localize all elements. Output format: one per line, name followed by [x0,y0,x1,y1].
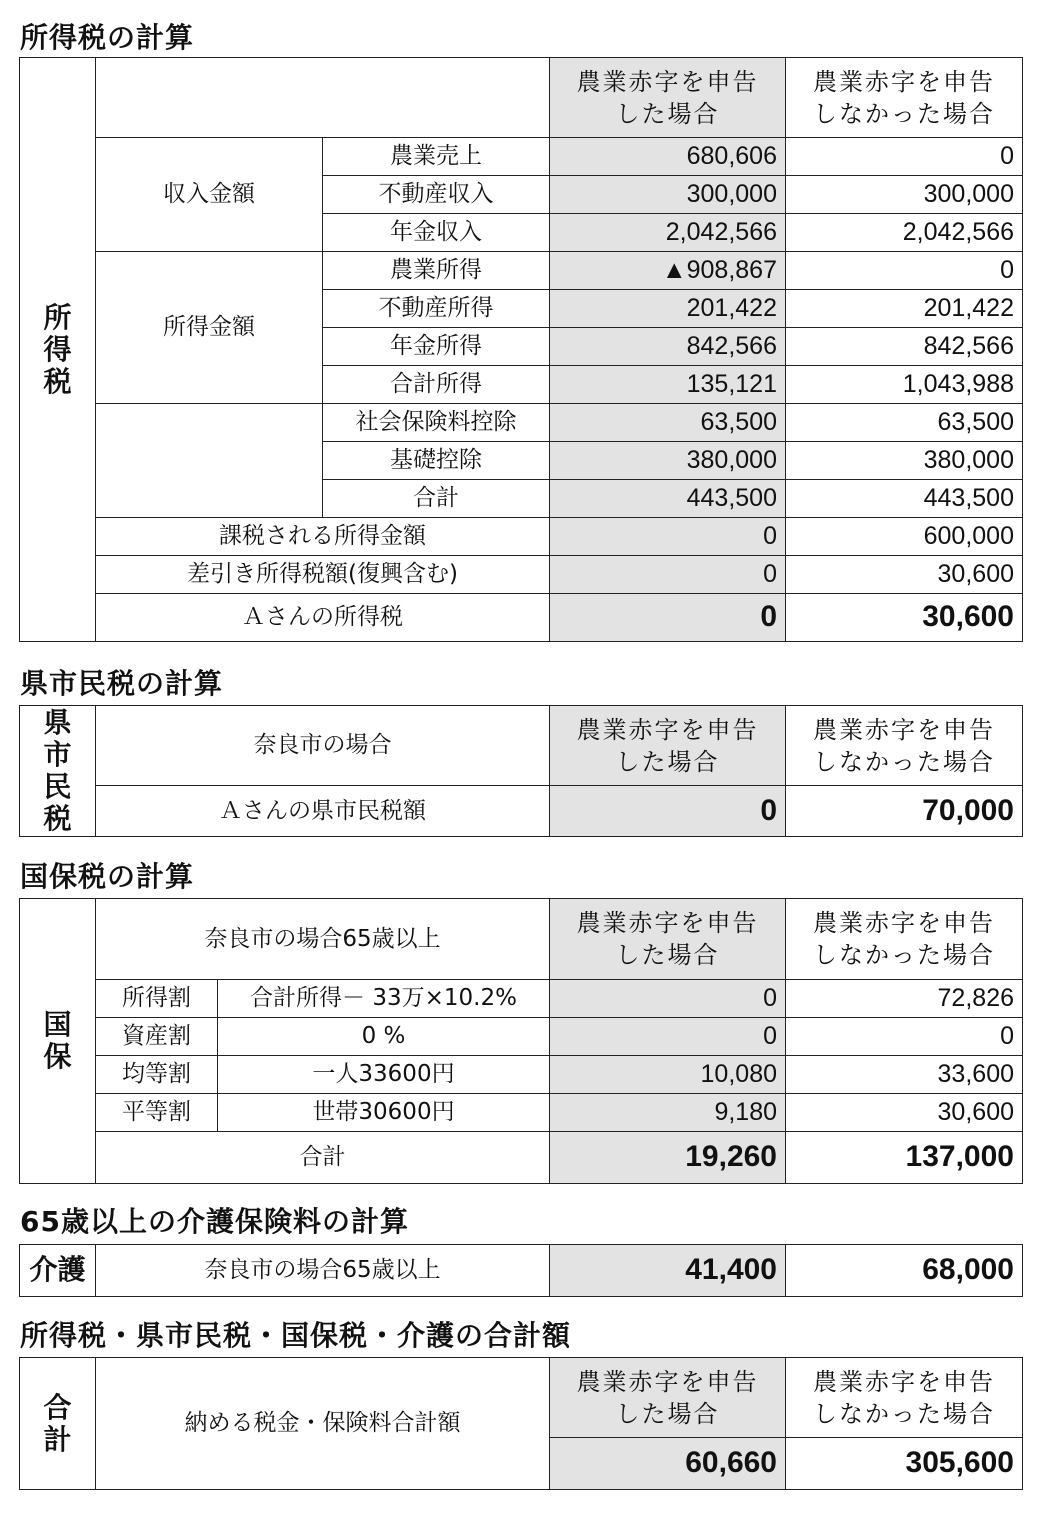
row-label: 所得割 [96,980,218,1018]
side-label-health-insurance: 国保 [20,899,96,1184]
value-not-declared: 30,600 [786,556,1023,594]
value-not-declared: 30,600 [786,1094,1023,1132]
value-declared: 9,180 [550,1094,786,1132]
value-declared: 0 [550,980,786,1018]
header-label: 奈良市の場合65歳以上 [96,899,550,980]
value-declared: 63,500 [550,404,786,442]
value-declared: 300,000 [550,176,786,214]
value-declared: 41,400 [550,1245,786,1297]
value-not-declared: 380,000 [786,442,1023,480]
value-not-declared: 68,000 [786,1245,1023,1297]
value-not-declared: 0 [786,138,1023,176]
grand-total-table [19,1357,1023,1490]
value-not-declared: 842,566 [786,328,1023,366]
value-declared: 135,121 [550,366,786,404]
col-header-declared: 農業赤字を申告 した場合 [550,706,786,786]
value-declared: 201,422 [550,290,786,328]
value-declared: 2,042,566 [550,214,786,252]
value-not-declared: 2,042,566 [786,214,1023,252]
row-label: 合計所得 [323,366,550,404]
col-header-not-declared: 農業赤字を申告 しなかった場合 [786,1358,1023,1438]
row-label-total: Ａさんの所得税 [96,594,550,642]
value-declared: 0 [550,556,786,594]
value-not-declared: 72,826 [786,980,1023,1018]
total-not-declared: 30,600 [786,594,1023,642]
row-label: 社会保険料控除 [323,404,550,442]
col-header-not-declared: 農業赤字を申告 しなかった場合 [786,706,1023,786]
col-header-not-declared: 農業赤字を申告 しなかった場合 [786,899,1023,980]
value-declared: 443,500 [550,480,786,518]
value-declared: 680,606 [550,138,786,176]
section-title-grand-total: 所得税・県市民税・国保税・介護の合計額 [20,1319,572,1352]
total-not-declared: 137,000 [786,1132,1023,1184]
col-header-declared: 農業赤字を申告 した場合 [550,899,786,980]
total-declared: 60,660 [550,1438,786,1490]
row-label: 農業所得 [323,252,550,290]
col-header-not-declared: 農業赤字を申告 しなかった場合 [786,58,1023,138]
income-tax-table [19,57,1023,642]
value-not-declared: 33,600 [786,1056,1023,1094]
value-not-declared: 63,500 [786,404,1023,442]
value-not-declared: 443,500 [786,480,1023,518]
row-label-net-tax: 差引き所得税額(復興含む) [96,556,550,594]
group-label-deduction-blank [96,404,323,518]
value-not-declared: 1,043,988 [786,366,1023,404]
total-declared: 0 [550,786,786,837]
value-declared: 10,080 [550,1056,786,1094]
row-label: 不動産収入 [323,176,550,214]
row-desc: 世帯30600円 [218,1094,550,1132]
row-label: 合計 [323,480,550,518]
value-not-declared: 0 [786,252,1023,290]
section-title-care-insurance: 65歳以上の介護保険料の計算 [20,1205,409,1238]
group-label-income: 収入金額 [96,138,323,252]
total-declared: 19,260 [550,1132,786,1184]
side-label-grand-total: 合計 [20,1358,96,1490]
group-label-shotoku: 所得金額 [96,252,323,404]
value-declared: ▲908,867 [550,252,786,290]
row-label: 年金収入 [323,214,550,252]
total-declared: 0 [550,594,786,642]
col-header-declared: 農業赤字を申告 した場合 [550,58,786,138]
value-not-declared: 300,000 [786,176,1023,214]
row-label: 奈良市の場合65歳以上 [96,1245,550,1297]
col-header-declared: 農業赤字を申告 した場合 [550,1358,786,1438]
row-label: 平等割 [96,1094,218,1132]
section-title-resident-tax: 県市民税の計算 [20,667,224,700]
section-title-health-insurance: 国保税の計算 [20,860,195,893]
resident-tax-table [19,705,1023,837]
row-label: 年金所得 [323,328,550,366]
health-insurance-table [19,898,1023,1184]
value-declared: 0 [550,1018,786,1056]
row-label: 納める税金・保険料合計額 [96,1358,550,1490]
total-not-declared: 70,000 [786,786,1023,837]
row-label-total: Ａさんの県市民税額 [96,786,550,837]
value-declared: 0 [550,518,786,556]
value-not-declared: 600,000 [786,518,1023,556]
header-label: 奈良市の場合 [96,706,550,786]
row-label: 基礎控除 [323,442,550,480]
row-desc: 0 % [218,1018,550,1056]
row-label: 均等割 [96,1056,218,1094]
row-label-total: 合計 [96,1132,550,1184]
value-declared: 380,000 [550,442,786,480]
row-label-taxable: 課税される所得金額 [96,518,550,556]
side-label-resident-tax: 県市民税 [20,706,96,837]
section-title-income-tax: 所得税の計算 [20,21,195,54]
care-insurance-table [19,1244,1023,1297]
header-blank [96,58,550,138]
side-label-income-tax: 所得税 [20,58,96,642]
row-label: 不動産所得 [323,290,550,328]
row-label: 農業売上 [323,138,550,176]
side-label-care-insurance: 介護 [20,1245,96,1297]
row-desc: 一人33600円 [218,1056,550,1094]
value-not-declared: 201,422 [786,290,1023,328]
row-desc: 合計所得－ 33万×10.2% [218,980,550,1018]
row-label: 資産割 [96,1018,218,1056]
value-declared: 842,566 [550,328,786,366]
total-not-declared: 305,600 [786,1438,1023,1490]
value-not-declared: 0 [786,1018,1023,1056]
